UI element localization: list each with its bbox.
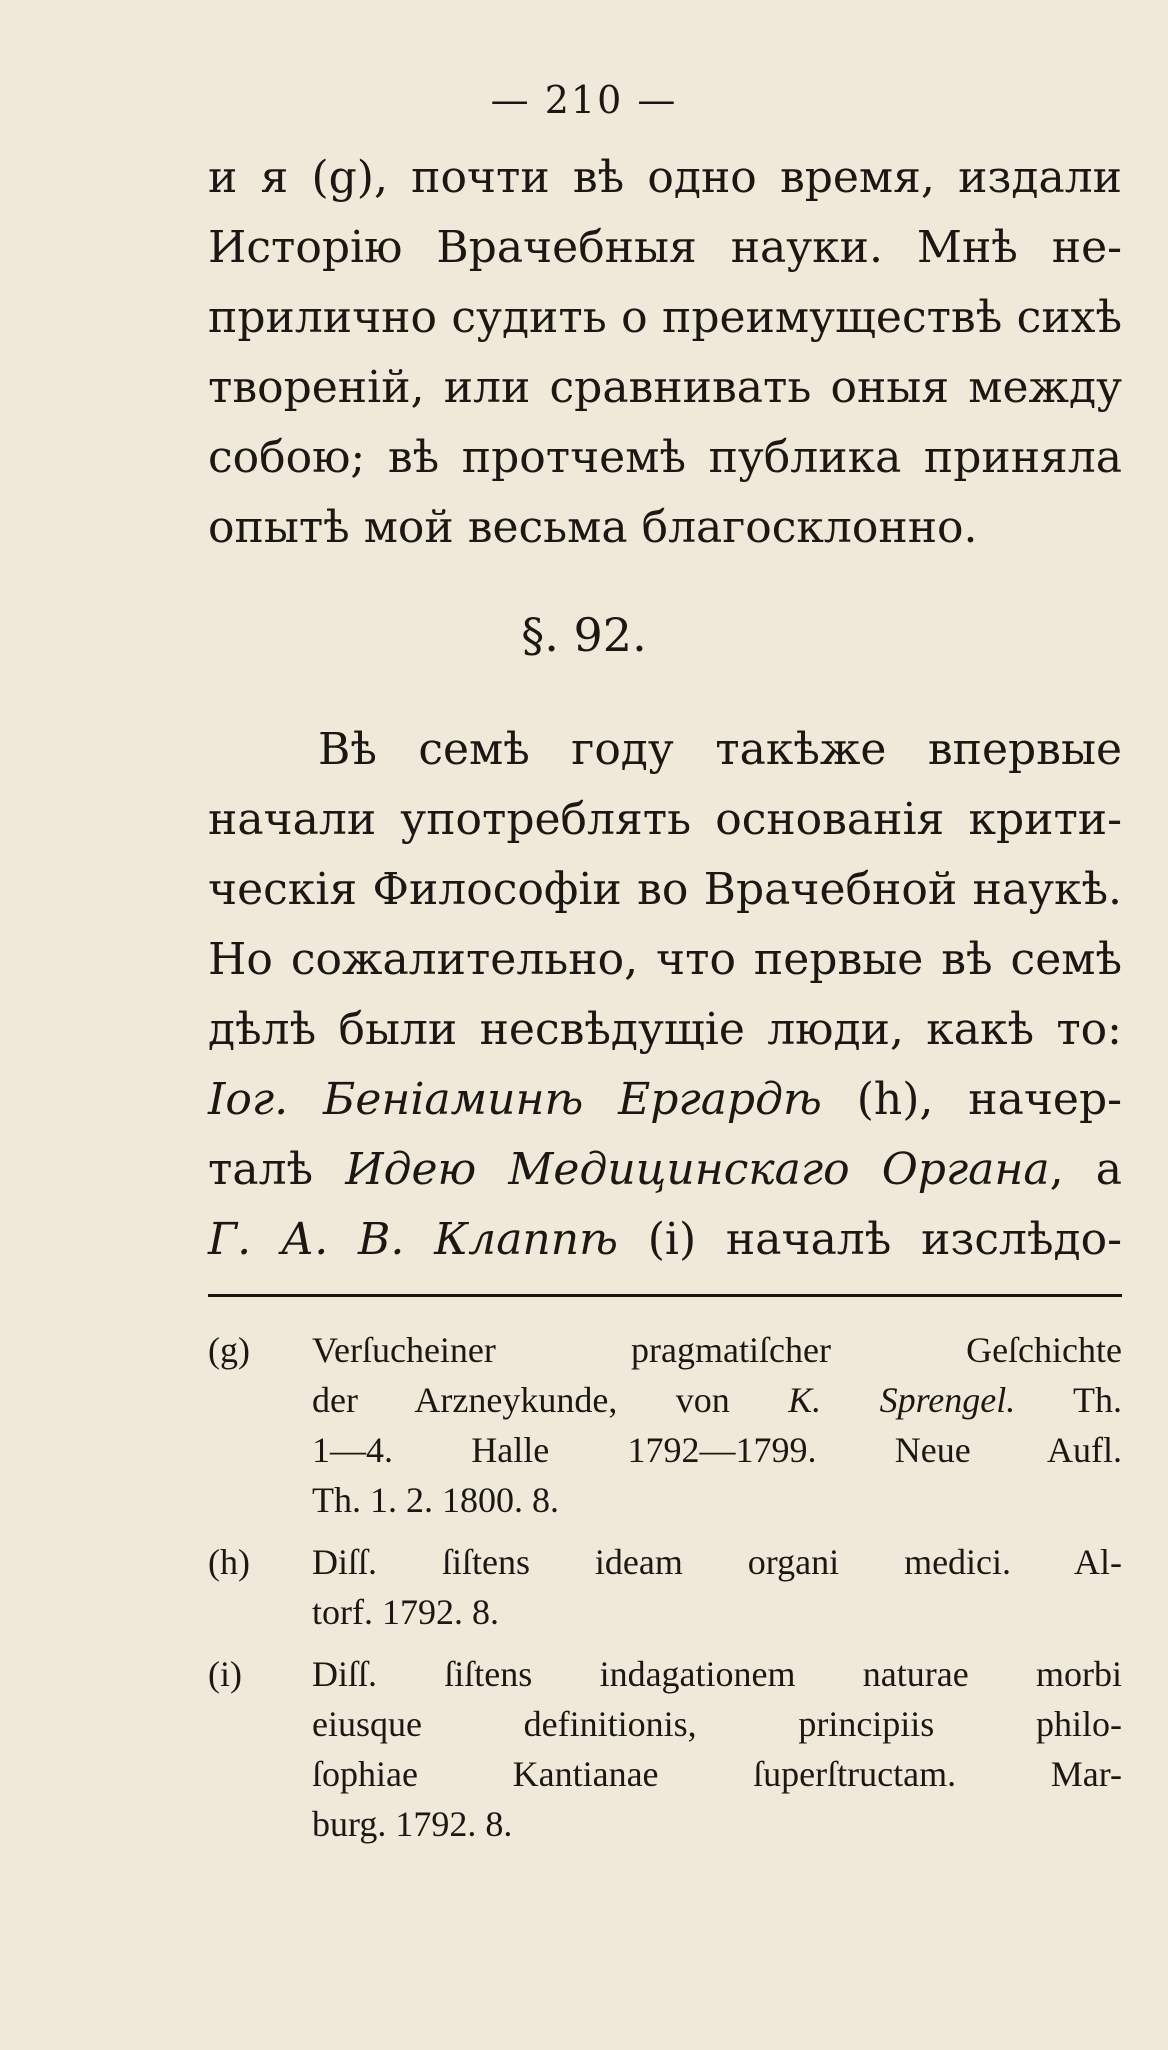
footnote-line: 1—4. Halle 1792—1799. Neue Aufl. [312,1430,1122,1470]
footnote-line: Diſſ. ſiſtens ideam organi medici. Al- [312,1542,1122,1582]
footnote-line [312,1375,1122,1425]
footnote-marker: (g) [208,1330,250,1370]
text-fragment: (h), начер- [856,1074,1122,1125]
text-fragment: Th. [1072,1380,1122,1420]
paragraph-1 [208,143,1122,563]
text-line: Исторію Врачебныя науки. Мнѣ не- [208,222,1122,273]
text-fragment: , а [1049,1144,1122,1195]
text-line: прилично судить о преимуществѣ сихѣ [208,292,1122,343]
footnotes [208,1325,1122,1861]
footnote-line: burg. 1792. 8. [312,1804,513,1844]
text-line: Но сожалительно, что первые вѣ семѣ [208,934,1122,985]
text-line [208,1135,1122,1205]
text-line: и я (g), почти вѣ одно время, издали [208,152,1122,203]
text-line [208,1065,1122,1135]
author-name: Іог. Беніаминѣ Ергардѣ [208,1074,822,1125]
footnote-line: Verſucheiner pragmatiſcher Geſchichte [312,1330,1122,1370]
text-line: твореній, или сравнивать оныя между [208,362,1122,413]
text-line: начали употреблять основанія крити- [208,794,1122,845]
page-number: — 210 — [490,78,678,122]
text-line: опытѣ мой весьма благосклонно. [208,502,978,553]
footnote-g [208,1325,1122,1525]
footnote-divider [208,1294,1122,1297]
footnote-i [208,1649,1122,1849]
paragraph-2 [208,715,1122,1275]
text-line: Вѣ семѣ году такѣже впервые [318,724,1122,775]
text-line [208,1205,1122,1275]
author-name: K. Sprengel. [788,1380,1016,1420]
footnote-line: torf. 1792. 8. [312,1592,499,1632]
footnote-marker: (i) [208,1654,242,1694]
text-fragment: (i) началѣ изслѣдо- [647,1214,1122,1265]
text-line: ческія Философіи во Врачебной наукѣ. [208,864,1122,915]
footnote-line: ſophiae Kantianae ſuperſtructam. Mar- [312,1754,1122,1794]
text-line: дѣлѣ были несвѣдущіе люди, какѣ то: [208,1004,1122,1055]
text-fragment: талѣ [208,1144,314,1195]
footnote-line: Th. 1. 2. 1800. 8. [312,1480,559,1520]
footnote-marker: (h) [208,1542,250,1582]
section-heading: §. 92. [521,608,647,662]
text-fragment: der Arzneykunde, von [312,1380,730,1420]
text-line: собою; вѣ протчемѣ публика приняла [208,432,1122,483]
work-title: Идею Медицинскаго Органа [345,1144,1050,1195]
footnote-h [208,1537,1122,1637]
footnote-line: eiusque definitionis, principiis philo- [312,1704,1122,1744]
author-name: Г. А. В. Клаппѣ [208,1214,618,1265]
footnote-line: Diſſ. ſiſtens indagationem naturae morbi [312,1654,1122,1694]
